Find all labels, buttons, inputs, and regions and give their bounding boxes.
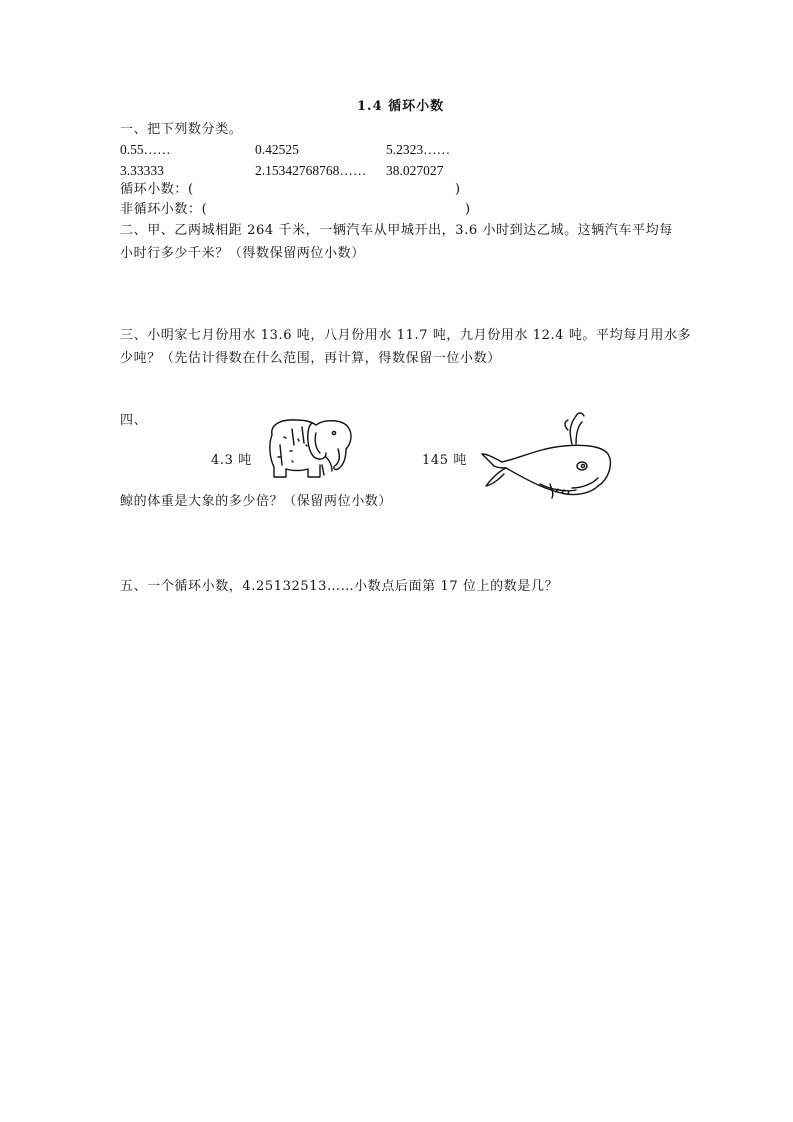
q1-number: 2.15342768768…… bbox=[255, 163, 367, 178]
q4-heading: 四、 bbox=[120, 413, 148, 428]
q4-question: 鲸的体重是大象的多少倍？（保留两位小数） bbox=[120, 494, 393, 509]
whale-icon bbox=[480, 408, 615, 500]
q1-number: 3.33333 bbox=[120, 163, 164, 178]
q2-line1: 二、甲、乙两城相距 264 千米，一辆汽车从甲城开出，3.6 小时到达乙城。这辆汽车平均每 bbox=[120, 223, 673, 238]
elephant-weight: 4.3 吨 bbox=[211, 453, 252, 468]
q2-line2: 小时行多少千米？（得数保留两位小数） bbox=[120, 246, 365, 261]
whale-weight: 145 吨 bbox=[422, 453, 467, 468]
q3-line1: 三、小明家七月份用水 13.6 吨，八月份用水 11.7 吨，九月份用水 12.4 吨。平均每月用水多 bbox=[120, 328, 692, 343]
q1-number: 0.42525 bbox=[255, 142, 299, 157]
nonrecurring-close-paren: ) bbox=[465, 202, 471, 217]
recurring-label: 循环小数：( bbox=[120, 182, 194, 197]
q3-line2: 少吨？（先估计得数在什么范围，再计算，得数保留一位小数） bbox=[120, 351, 501, 366]
page-title: 1.4 循环小数 bbox=[357, 99, 445, 114]
q1-heading: 一、把下列数分类。 bbox=[120, 122, 243, 137]
q1-number: 5.2323…… bbox=[386, 142, 451, 157]
q5-line: 五、一个循环小数，4.25132513……小数点后面第 17 位上的数是几？ bbox=[120, 579, 559, 594]
q1-number: 38.027027 bbox=[386, 163, 444, 178]
q1-number: 0.55…… bbox=[120, 142, 171, 157]
nonrecurring-label: 非循环小数：( bbox=[120, 202, 208, 217]
elephant-icon bbox=[262, 415, 358, 481]
recurring-close-paren: ) bbox=[455, 182, 461, 197]
